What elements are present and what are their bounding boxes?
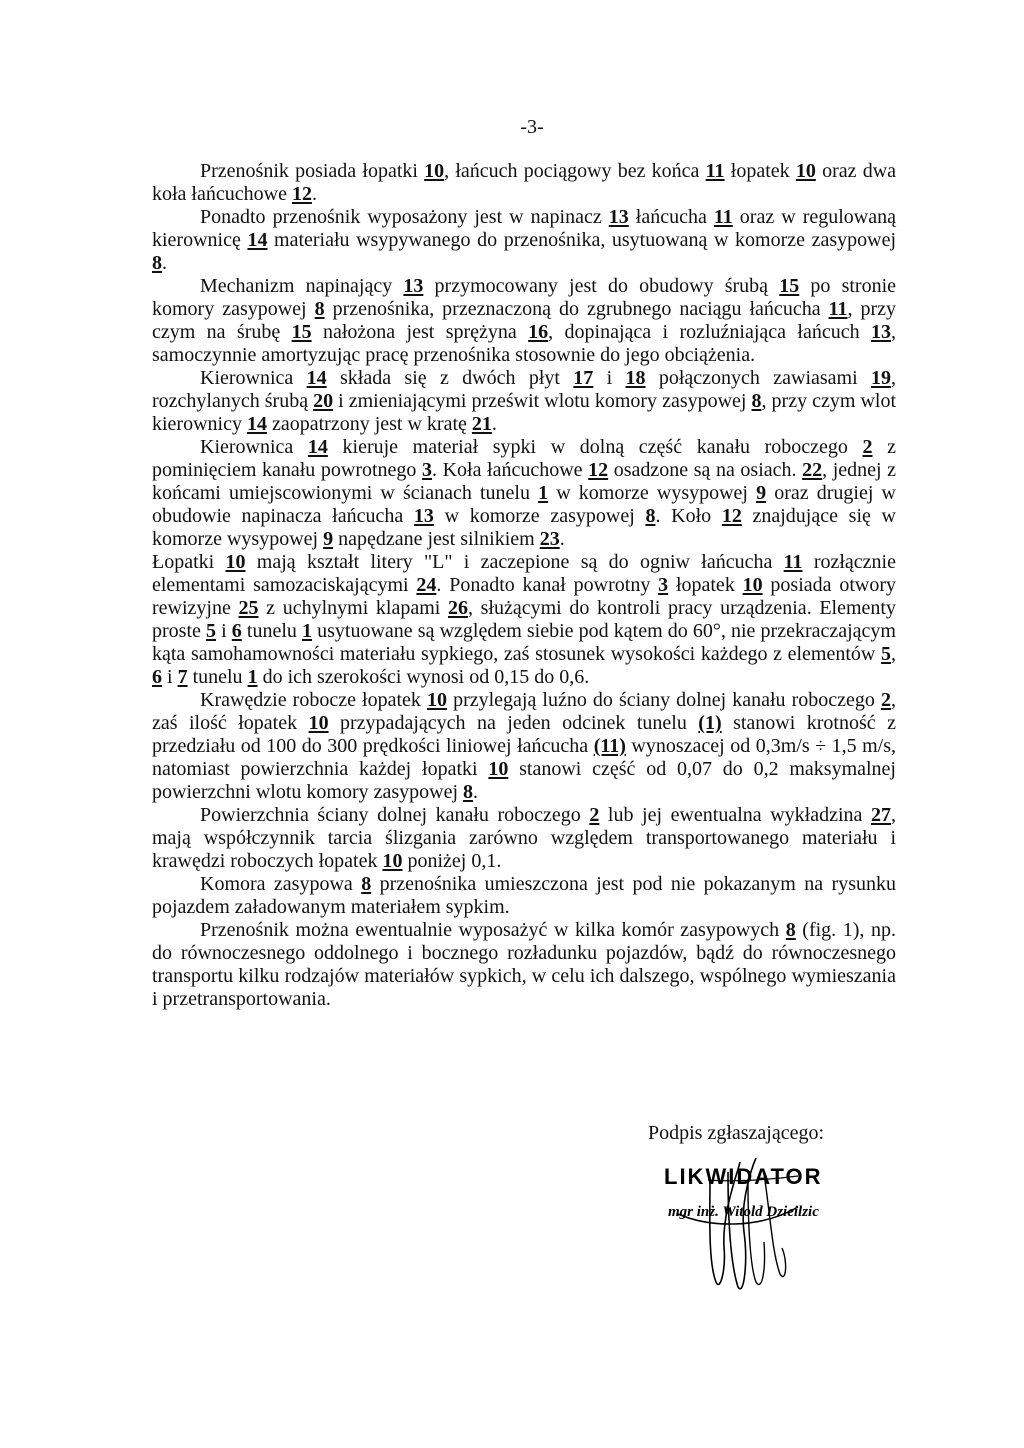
- reference-numeral: 2: [589, 804, 600, 826]
- paragraph-text: materiału wsypywanego do przenośnika, usytuowaną w komorze zasypowej: [267, 229, 896, 251]
- reference-numeral: 10: [488, 758, 509, 780]
- paragraph: [152, 551, 896, 689]
- reference-numeral: 8: [361, 873, 372, 895]
- stamp-title: LIKWIDATOR: [664, 1164, 823, 1189]
- paragraph-text: . Ponadto kanał powrotny: [436, 574, 659, 596]
- signature-label: Podpis zgłaszającego:: [648, 1122, 825, 1144]
- reference-numeral: 13: [870, 321, 891, 343]
- reference-numeral: 13: [413, 505, 434, 527]
- reference-numeral: 10: [742, 574, 763, 596]
- paragraph: [152, 275, 896, 367]
- reference-numeral: 10: [225, 551, 246, 573]
- reference-numeral: 5: [206, 620, 216, 642]
- paragraph-text: . Koło: [655, 505, 722, 527]
- reference-numeral: 3: [658, 574, 669, 596]
- paragraph: [152, 206, 896, 275]
- reference-numeral: 26: [447, 597, 468, 619]
- paragraph-text: Komora zasypowa: [200, 873, 362, 895]
- stamp-name: mgr inż. Witold Dzieilzic: [668, 1204, 819, 1220]
- reference-numeral: 23: [539, 528, 560, 550]
- paragraph-text: Krawędzie robocze łopatek: [200, 689, 427, 711]
- paragraph-text: i: [216, 620, 232, 642]
- paragraph-text: i: [162, 666, 178, 688]
- paragraph-text: oraz w regulowaną kierownicę: [152, 206, 896, 251]
- reference-numeral: 2: [881, 689, 891, 711]
- paragraph-text: w komorze zasypowej: [433, 505, 646, 527]
- paragraph-text: przylegają luźno do ściany dolnej kanału roboczego: [447, 689, 881, 711]
- reference-numeral: 10: [424, 160, 445, 182]
- paragraph-text: przenośnika umieszczona jest pod nie pokazanym na rysunku pojazdem załadowanym materiałem sypkim.: [152, 873, 896, 918]
- paragraph-text: . Koła łańcuchowe: [432, 459, 589, 481]
- paragraph-text: zaopatrzony jest w kratę: [266, 413, 472, 435]
- paragraph-text: , jednej z końcami umiejscowionymi w ścianach tunelu: [152, 459, 897, 504]
- reference-numeral: 27: [870, 804, 891, 826]
- paragraph-text: Łopatki: [152, 551, 226, 573]
- reference-numeral: 3: [422, 459, 433, 481]
- liquidator-stamp: [648, 1152, 878, 1312]
- reference-numeral: 8: [751, 390, 762, 412]
- reference-numeral: 12: [588, 459, 609, 481]
- paragraph-text: do ich szerokości wynosi od 0,15 do 0,6.: [257, 666, 590, 688]
- paragraph-text: usytuowane są względem siebie pod kątem do 60°, nie przekraczającym kąta samohamowności materiału sypkiego, zaś stosunek wysokości każdego z elementów: [152, 620, 896, 665]
- reference-numeral: 10: [427, 689, 447, 711]
- paragraph-text: , przy czym wlot kierownicy: [152, 390, 896, 435]
- paragraph-text: , zaś ilość łopatek: [152, 689, 896, 734]
- paragraph-text: przenośnika, przeznaczoną do zgrubnego naciągu łańcucha: [324, 298, 829, 320]
- paragraph-text: .: [162, 252, 167, 274]
- reference-numeral: 22: [802, 459, 823, 481]
- paragraph: [152, 689, 896, 804]
- paragraph-text: z pominięciem kanału powrotnego: [152, 436, 896, 481]
- paragraph: [152, 804, 896, 873]
- reference-numeral: 1: [247, 666, 258, 688]
- signature-block: [648, 1122, 908, 1220]
- paragraph-text: , rozchylanych śrubą: [152, 367, 897, 412]
- paragraph-text: łopatek: [724, 160, 796, 182]
- paragraph: [152, 873, 896, 919]
- paragraph-text: tunelu: [241, 620, 303, 642]
- reference-numeral: 17: [573, 367, 594, 389]
- paragraph: [152, 436, 896, 551]
- document-body: [152, 160, 896, 1011]
- paragraph-text: i zmieniającymi prześwit wlotu komory zasypowej: [333, 390, 752, 412]
- reference-numeral: 5: [881, 643, 891, 665]
- paragraph-text: .: [559, 528, 565, 550]
- paragraph-text: Powierzchnia ściany dolnej kanału roboczego: [200, 804, 590, 826]
- reference-numeral: 1: [302, 620, 313, 642]
- reference-numeral: 6: [231, 620, 242, 642]
- reference-numeral: 8: [152, 252, 162, 274]
- paragraph-text: przypadających na jeden odcinek tunelu: [328, 712, 699, 734]
- reference-numeral: 10: [308, 712, 329, 734]
- paragraph-text: napędzane jest silnikiem: [333, 528, 540, 550]
- paragraph-text: znajdujące się w komorze wysypowej: [152, 505, 896, 550]
- paragraph-text: osadzone są na osiach.: [608, 459, 803, 481]
- paragraph-text: oraz dwa koła łańcuchowe: [152, 160, 897, 205]
- reference-numeral: 6: [152, 666, 162, 688]
- reference-numeral: 10: [382, 850, 403, 872]
- reference-numeral: 21: [471, 413, 492, 435]
- paragraph: [152, 160, 896, 206]
- paragraph-text: , łańcuch pociągowy bez końca: [444, 160, 706, 182]
- reference-numeral: 20: [313, 390, 334, 412]
- reference-numeral: 11: [828, 298, 848, 320]
- paragraph-text: oraz drugiej w obudowie napinacza łańcucha: [152, 482, 896, 527]
- reference-numeral: 19: [871, 367, 892, 389]
- reference-numeral: 12: [291, 183, 312, 205]
- paragraph-text: składa się z dwóch płyt: [326, 367, 574, 389]
- paragraph-text: Kierownica: [200, 367, 307, 389]
- reference-numeral: 13: [608, 206, 629, 228]
- reference-numeral: 8: [645, 505, 656, 527]
- reference-numeral: 12: [721, 505, 742, 527]
- paragraph-text: Przenośnik można ewentualnie wyposażyć w kilka komór zasypowych: [200, 919, 786, 941]
- paragraph-text: Ponadto przenośnik wyposażony jest w napinacz: [200, 206, 609, 228]
- paragraph-text: łańcucha: [628, 206, 714, 228]
- reference-numeral: (1): [698, 712, 722, 734]
- paragraph-text: z uchylnymi klapami: [258, 597, 448, 619]
- paragraph-text: połączonych zawiasami: [645, 367, 872, 389]
- reference-numeral: 16: [528, 321, 549, 343]
- paragraph-text: wynoszacej od 0,3m/s ÷ 1,5 m/s, natomiast powierzchnia każdej łopatki: [152, 735, 896, 780]
- reference-numeral: 11: [713, 206, 733, 228]
- paragraph-text: tunelu: [187, 666, 248, 688]
- paragraph-text: lub jej ewentualna wykładzina: [599, 804, 871, 826]
- paragraph-text: rozłącznie elementami samozaciskającymi: [152, 551, 896, 596]
- reference-numeral: 8: [463, 781, 474, 803]
- paragraph-text: przymocowany jest do obudowy śrubą: [423, 275, 780, 297]
- paragraph-text: Kierownica: [200, 436, 308, 458]
- reference-numeral: 1: [538, 482, 549, 504]
- reference-numeral: 24: [416, 574, 437, 596]
- reference-numeral: 11: [705, 160, 725, 182]
- reference-numeral: 9: [756, 482, 767, 504]
- paragraph: [152, 367, 896, 436]
- paragraph-text: , służącymi do kontroli pracy urządzenia. Elementy proste: [152, 597, 896, 642]
- reference-numeral: 8: [785, 919, 796, 941]
- reference-numeral: 15: [779, 275, 800, 297]
- reference-numeral: 7: [177, 666, 188, 688]
- paragraph-text: stanowi krotność z przedziału od 100 do 300 prędkości liniowej łańcucha: [152, 712, 896, 757]
- paragraph-text: (fig. 1), np. do równoczesnego oddolnego i bocznego rozładunku pojazdów, bądź do równoczesnego transportu kilku rodzajów materiałów sypkich, w celu ich dalszego, wspólnego wymieszania i przetransportowania.: [152, 919, 896, 1010]
- reference-numeral: 8: [314, 298, 325, 320]
- reference-numeral: 14: [306, 367, 327, 389]
- paragraph-text: i: [593, 367, 626, 389]
- reference-numeral: 14: [246, 413, 267, 435]
- paragraph-text: kieruje materiał sypki w dolną część kanału roboczego: [327, 436, 863, 458]
- paragraph-text: posiada otwory rewizyjne: [152, 574, 896, 619]
- reference-numeral: 14: [247, 229, 268, 251]
- reference-numeral: 18: [625, 367, 646, 389]
- reference-numeral: 9: [323, 528, 334, 550]
- reference-numeral: 10: [795, 160, 816, 182]
- paragraph-text: , dopinająca i rozluźniająca łańcuch: [548, 321, 871, 343]
- reference-numeral: 15: [291, 321, 312, 343]
- paragraph-text: mają kształt litery "L" i zaczepione są do ogniw łańcucha: [245, 551, 784, 573]
- paragraph-text: Mechanizm napinający: [200, 275, 404, 297]
- paragraph: [152, 919, 896, 1011]
- reference-numeral: 14: [307, 436, 328, 458]
- paragraph-text: łopatek: [668, 574, 743, 596]
- paragraph-text: .: [491, 413, 497, 435]
- reference-numeral: 11: [783, 551, 803, 573]
- paragraph-text: nałożona jest sprężyna: [311, 321, 529, 343]
- paragraph-text: stanowi część od 0,07 do 0,2 maksymalnej powierzchni wlotu komory zasypowej: [152, 758, 896, 803]
- reference-numeral: 25: [238, 597, 259, 619]
- paragraph-text: po stronie komory zasypowej: [152, 275, 897, 320]
- paragraph-text: , przy czym na śrubę: [152, 298, 896, 343]
- reference-numeral: (11): [593, 735, 626, 757]
- paragraph-text: poniżej 0,1.: [402, 850, 502, 872]
- reference-numeral: 2: [862, 436, 873, 458]
- reference-numeral: 13: [403, 275, 424, 297]
- paragraph-text: Przenośnik posiada łopatki: [200, 160, 425, 182]
- paragraph-text: .: [473, 781, 479, 803]
- page-number: -3-: [520, 116, 544, 138]
- paragraph-text: .: [311, 183, 317, 205]
- paragraph-text: ,: [891, 643, 896, 665]
- paragraph-text: w komorze wysypowej: [548, 482, 757, 504]
- paragraph-text: , mają współczynnik tarcia ślizgania zarówno względem transportowanego materiału i krawędzi roboczych łopatek: [152, 804, 896, 872]
- paragraph-text: , samoczynnie amortyzując pracę przenośnika stosownie do jego obciążenia.: [152, 321, 896, 366]
